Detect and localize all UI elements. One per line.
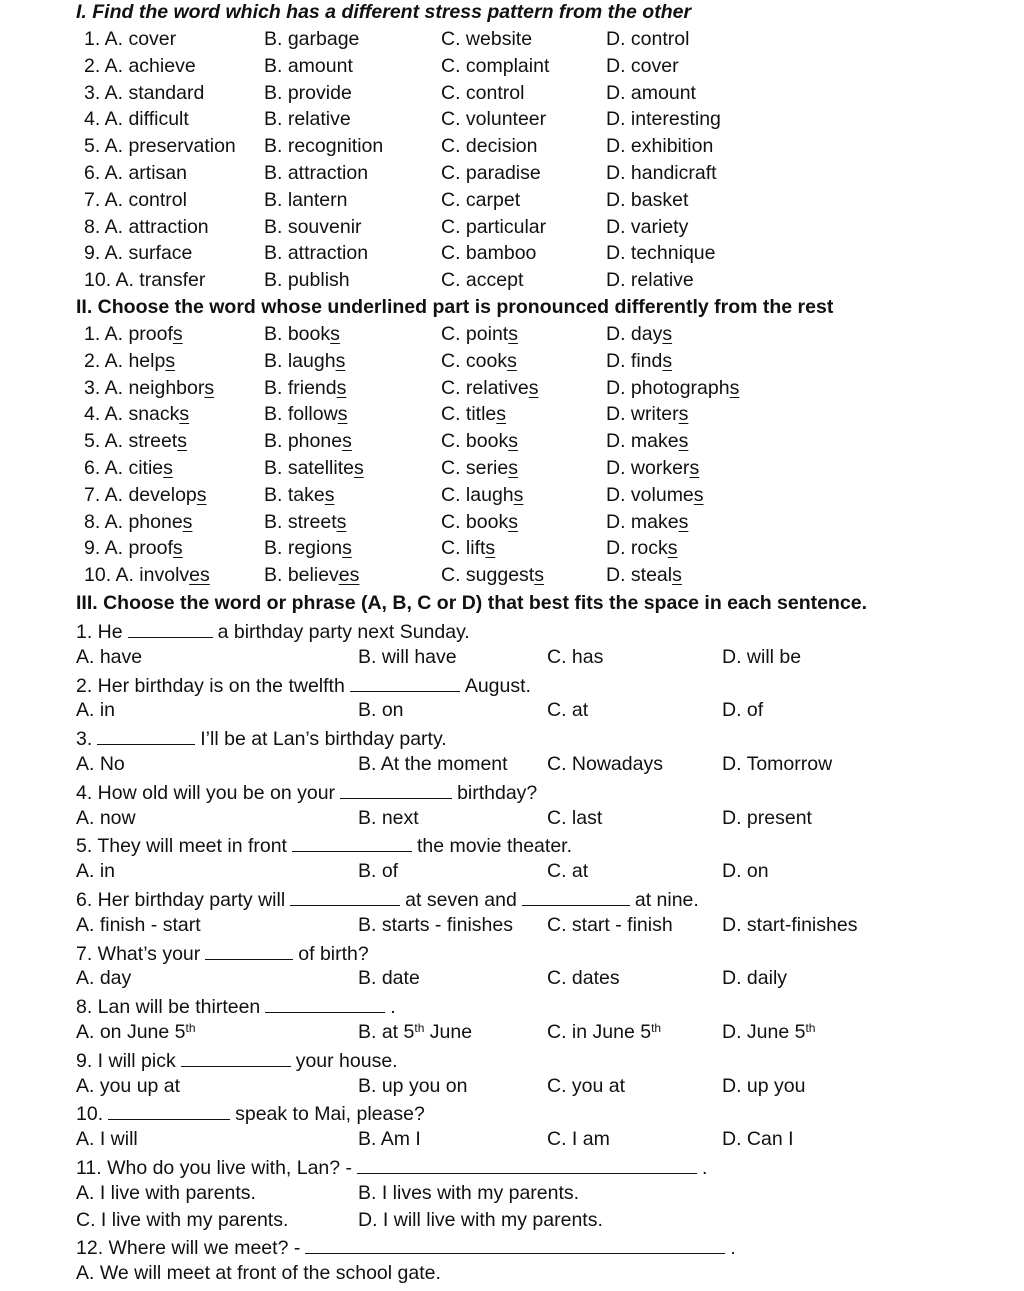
underlined-part: s: [179, 403, 190, 426]
underlined-part: s: [513, 483, 524, 506]
option-d: D. Can I: [722, 1128, 794, 1151]
option-b: B. Am I: [358, 1128, 421, 1151]
stress-row: [0, 244, 1024, 271]
underlined-part: s: [204, 376, 215, 399]
option-c: C. titles: [441, 403, 507, 426]
options-row: [0, 862, 1024, 889]
option-a: 1. A. cover: [84, 28, 177, 50]
option-c: C. books: [441, 430, 518, 453]
question-5: 5. They will meet in front the movie theater.: [76, 835, 572, 858]
option-a: 6. A. cities: [84, 457, 173, 479]
option-c: C. I am: [547, 1128, 610, 1151]
option-d: D. cover: [606, 54, 679, 77]
underlined-part: s: [508, 510, 518, 533]
underlined-part: s: [165, 349, 176, 372]
option-c: C. website: [441, 28, 533, 50]
option-b: B. I lives with my parents.: [358, 1181, 580, 1204]
option-c: C. particular: [441, 215, 547, 238]
option-c: C. cooks: [441, 349, 517, 372]
option-c: C. lifts: [441, 537, 496, 560]
question-12: 12. Where will we meet? - .: [76, 1237, 736, 1260]
stress-row: [0, 188, 1024, 218]
option-b: B. streets: [264, 510, 347, 533]
option-a: 6. A. artisan: [84, 162, 187, 184]
answer-blank: [97, 728, 195, 745]
option-c: C. bamboo: [441, 242, 537, 265]
underlined-part: s: [172, 323, 183, 345]
option-b: B. friends: [264, 376, 347, 399]
answer-blank: [290, 889, 400, 906]
options-row: [0, 645, 1024, 675]
answer-blank: [340, 782, 452, 799]
option-d: D. technique: [606, 242, 716, 265]
stress-row: [0, 271, 1024, 298]
option-c: C. start - finish: [547, 913, 673, 936]
pronunciation-row: [0, 325, 1024, 352]
pronunciation-row: [0, 405, 1024, 432]
option-d: D. interesting: [606, 108, 721, 131]
option-b: B. next: [358, 806, 419, 829]
underlined-part: s: [353, 457, 364, 479]
option-b: B. regions: [264, 537, 352, 560]
option-b: B. relative: [264, 108, 351, 131]
underlined-part: s: [337, 403, 348, 426]
section-3-heading: III. Choose the word or phrase (A, B, C or D) that best fits the space in each sentence.: [76, 592, 867, 614]
option-a: 3. A. neighbors: [84, 376, 215, 399]
option-a: A. now: [76, 806, 136, 829]
question-9: 9. I will pick your house.: [76, 1049, 398, 1072]
option-d: D. amount: [606, 81, 696, 104]
answer-blank: [350, 675, 460, 692]
question-2: 2. Her birthday is on the twelfth August.: [76, 674, 531, 697]
option-d: D. makes: [606, 510, 689, 533]
option-c: C. points: [441, 323, 518, 345]
option-d: D. steals: [606, 564, 682, 587]
option-b: B. will have: [358, 645, 457, 668]
answer-blank: [108, 1103, 230, 1120]
option-a: A. on June 5th: [76, 1021, 196, 1043]
option-c: C. Nowadays: [547, 753, 663, 775]
option-d: D. finds: [606, 349, 673, 372]
option-c: C. at: [547, 860, 589, 883]
pronunciation-row: [0, 510, 1024, 540]
answer-blank: [305, 1237, 725, 1254]
option-c: C. complaint: [441, 54, 550, 77]
option-a: 9. A. proofs: [84, 537, 183, 560]
option-d: D. will be: [722, 645, 802, 668]
option-b: B. attraction: [264, 242, 369, 265]
option-d: D. daily: [722, 967, 788, 990]
option-d: D. volumes: [606, 483, 704, 506]
option-c: C. you at: [547, 1074, 626, 1097]
option-d: D. handicraft: [606, 162, 717, 184]
pronunciation-row: [0, 459, 1024, 486]
option-b: B. believes: [264, 564, 360, 587]
option-d: D. June 5th: [722, 1021, 816, 1043]
option-b: B. lantern: [264, 188, 348, 211]
option-a: A. day: [76, 967, 132, 990]
option-d: D. exhibition: [606, 135, 714, 158]
stress-row: [0, 81, 1024, 111]
underlined-part: s: [508, 457, 518, 479]
option-a: A. in: [76, 699, 116, 722]
option-a: A. I live with parents.: [76, 1181, 256, 1204]
stress-row: [0, 54, 1024, 84]
option-a: A. finish - start: [76, 913, 201, 936]
underlined-part: s: [485, 537, 496, 560]
stress-row: [0, 164, 1024, 191]
underlined-part: s: [678, 510, 689, 533]
underlined-part: s: [342, 430, 352, 453]
option-d: D. control: [606, 28, 690, 50]
underlined-part: s: [689, 457, 700, 479]
question-11: 11. Who do you live with, Lan? - .: [76, 1157, 708, 1179]
option-a: A. We will meet at front of the school gate.: [76, 1262, 441, 1285]
option-d: D. variety: [606, 215, 689, 238]
option-a: 5. A. streets: [84, 430, 187, 453]
option-a: 5. A. preservation: [84, 135, 236, 158]
option-b: B. attraction: [264, 162, 369, 184]
option-c: C. has: [547, 645, 604, 668]
option-c: C. dates: [547, 967, 620, 990]
options-row: [0, 1130, 1024, 1157]
option-c: C. accept: [441, 269, 524, 292]
underlined-part: s: [729, 376, 740, 399]
option-a: 4. A. snacks: [84, 403, 190, 426]
option-c: C. suggests: [441, 564, 544, 587]
option-c: C. relatives: [441, 376, 539, 399]
section-1-heading: I. Find the word which has a different stress pattern from the other: [76, 1, 692, 23]
option-a: 8. A. attraction: [84, 215, 209, 238]
option-a: A. you up at: [76, 1074, 181, 1097]
option-a: 1. A. proofs: [84, 323, 183, 345]
option-d: D. days: [606, 323, 673, 345]
stress-row: [0, 215, 1024, 245]
underlined-part: s: [172, 537, 183, 560]
answer-blank: [292, 835, 412, 852]
option-c: C. decision: [441, 135, 538, 158]
stress-row: [0, 137, 1024, 164]
option-d: D. workers: [606, 457, 700, 479]
option-b: B. At the moment: [358, 753, 508, 775]
options-row: [0, 1208, 1024, 1238]
option-a: 2. A. helps: [84, 349, 176, 372]
option-d: D. on: [722, 860, 769, 883]
answer-blank: [205, 943, 293, 960]
question-4: 4. How old will you be on your birthday?: [76, 781, 538, 804]
options-row: [0, 1074, 1024, 1104]
option-a: 7. A. control: [84, 188, 187, 211]
option-a: 10. A. involves: [84, 564, 210, 587]
options-row: [0, 806, 1024, 836]
option-b: B. souvenir: [264, 215, 362, 238]
underlined-part: s: [672, 564, 682, 587]
underlined-part: s: [163, 457, 173, 479]
underlined-part: s: [508, 430, 518, 453]
underlined-part: s: [662, 323, 673, 345]
option-a: A. in: [76, 860, 116, 883]
underlined-part: s: [534, 564, 544, 587]
question-10: 10. speak to Mai, please?: [76, 1103, 425, 1126]
stress-row: [0, 110, 1024, 137]
option-b: B. follows: [264, 403, 348, 426]
underlined-part: es: [338, 564, 360, 587]
underlined-part: s: [182, 510, 193, 533]
option-d: D. relative: [606, 269, 694, 292]
answer-blank: [265, 996, 385, 1013]
options-row: [0, 1181, 1024, 1211]
option-a: 7. A. develops: [84, 483, 207, 506]
option-d: D. start-finishes: [722, 913, 858, 936]
options-row: [0, 701, 1024, 728]
option-a: A. have: [76, 645, 143, 668]
question-7: 7. What’s your of birth?: [76, 942, 369, 965]
option-d: D. rocks: [606, 537, 678, 560]
option-a: 2. A. achieve: [84, 54, 196, 77]
pronunciation-row: [0, 349, 1024, 379]
option-b: B. phones: [264, 430, 352, 453]
underlined-part: s: [678, 403, 689, 426]
question-8: 8. Lan will be thirteen .: [76, 996, 396, 1019]
option-d: D. writers: [606, 403, 689, 426]
underlined-part: s: [667, 537, 678, 560]
option-d: D. up you: [722, 1074, 806, 1097]
option-c: C. in June 5th: [547, 1021, 662, 1043]
option-b: B. on: [358, 699, 404, 722]
option-c: C. at: [547, 699, 589, 722]
underlined-part: s: [336, 510, 347, 533]
option-a: 4. A. difficult: [84, 108, 189, 131]
option-b: B. laughs: [264, 349, 346, 372]
underlined-part: es: [189, 564, 210, 587]
section-2-heading: II. Choose the word whose underlined part is pronounced differently from the rest: [76, 296, 834, 318]
pronunciation-row: [0, 432, 1024, 459]
option-c: C. control: [441, 81, 525, 104]
option-c: C. volunteer: [441, 108, 547, 131]
option-a: 9. A. surface: [84, 242, 193, 265]
option-c: C. I live with my parents.: [76, 1208, 289, 1231]
option-b: B. recognition: [264, 135, 384, 158]
underlined-part: s: [496, 403, 507, 426]
underlined-part: s: [678, 430, 689, 453]
pronunciation-row: [0, 483, 1024, 513]
option-d: D. photographs: [606, 376, 740, 399]
option-b: B. of: [358, 860, 399, 883]
option-c: C. carpet: [441, 188, 521, 211]
option-b: B. at 5th June: [358, 1021, 473, 1043]
option-c: C. series: [441, 457, 518, 479]
option-b: B. books: [264, 323, 340, 345]
option-c: C. paradise: [441, 162, 541, 184]
option-d: D. basket: [606, 188, 689, 211]
options-row: [0, 969, 1024, 996]
underlined-part: s: [342, 537, 352, 560]
option-c: C. laughs: [441, 483, 524, 506]
option-b: B. provide: [264, 81, 352, 104]
question-1: 1. He a birthday party next Sunday.: [76, 621, 470, 643]
option-b: B. up you on: [358, 1074, 468, 1097]
option-b: B. publish: [264, 269, 350, 292]
option-a: 10. A. transfer: [84, 269, 206, 292]
stress-row: [0, 30, 1024, 57]
option-c: C. last: [547, 806, 603, 829]
option-c: C. books: [441, 510, 518, 533]
underlined-part: s: [177, 430, 187, 453]
underlined-part: s: [330, 323, 340, 345]
option-d: D. makes: [606, 430, 689, 453]
option-a: A. I will: [76, 1128, 138, 1151]
option-b: B. takes: [264, 483, 335, 506]
underlined-part: s: [336, 376, 347, 399]
answer-blank: [522, 889, 630, 906]
option-a: 8. A. phones: [84, 510, 193, 533]
option-d: D. Tomorrow: [722, 753, 833, 775]
option-b: B. satellites: [264, 457, 364, 479]
underlined-part: s: [662, 349, 673, 372]
option-b: B. date: [358, 967, 420, 990]
answer-blank: [357, 1157, 697, 1174]
option-a: 3. A. standard: [84, 81, 205, 104]
options-row: [0, 913, 1024, 943]
pronunciation-row: [0, 566, 1024, 593]
option-b: B. starts - finishes: [358, 913, 513, 936]
option-d: D. I will live with my parents.: [358, 1208, 603, 1231]
pronunciation-row: [0, 539, 1024, 566]
pronunciation-row: [0, 376, 1024, 406]
underlined-part: s: [196, 483, 207, 506]
option-a: A. No: [76, 753, 125, 775]
answer-blank: [128, 621, 213, 638]
underlined-part: s: [335, 349, 346, 372]
underlined-part: s: [507, 349, 517, 372]
answer-blank: [181, 1050, 291, 1067]
underlined-part: s: [508, 323, 518, 345]
underlined-part: s: [693, 483, 704, 506]
options-row: [0, 1023, 1024, 1050]
underlined-part: s: [324, 483, 335, 506]
options-row: [0, 1264, 1024, 1291]
question-3: 3. I’ll be at Lan’s birthday party.: [76, 728, 447, 751]
option-d: D. present: [722, 806, 812, 829]
option-b: B. amount: [264, 54, 353, 77]
underlined-part: s: [528, 376, 539, 399]
option-d: D. of: [722, 699, 764, 722]
options-row: [0, 755, 1024, 782]
option-b: B. garbage: [264, 28, 360, 50]
question-6: 6. Her birthday party will at seven and at nine.: [76, 889, 699, 911]
